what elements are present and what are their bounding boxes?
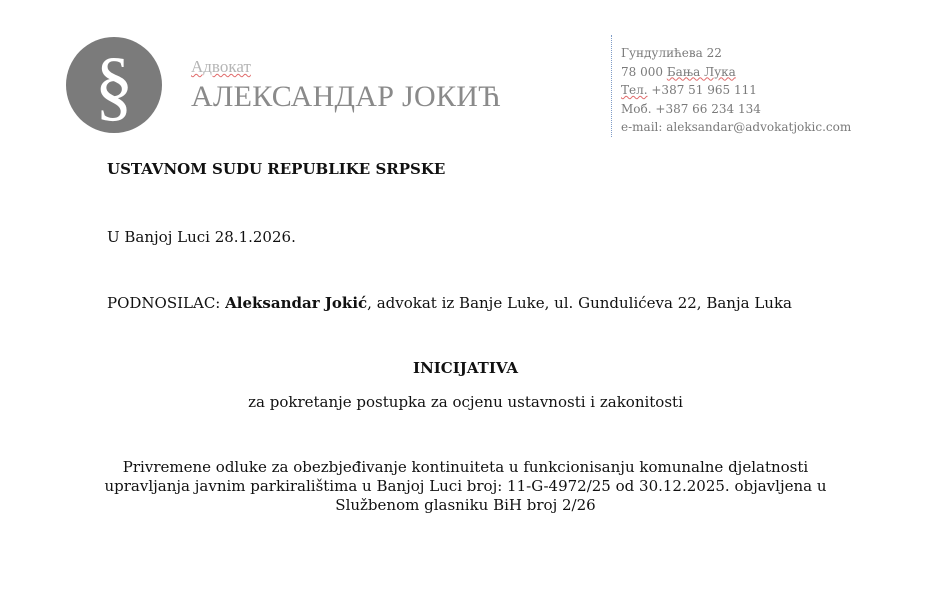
subject-paragraph bbox=[80, 458, 851, 515]
submitter-name: Aleksandar Jokić bbox=[225, 294, 368, 312]
contact-mobile: +387 66 234 134 bbox=[655, 101, 761, 116]
contact-phone-line bbox=[621, 81, 851, 100]
letterhead-divider bbox=[611, 35, 612, 137]
document-title: INICIJATIVA bbox=[413, 359, 518, 377]
submitter-label: PODNOSILAC: bbox=[107, 294, 221, 312]
submitter-line bbox=[107, 294, 792, 312]
contact-email-line bbox=[621, 118, 851, 137]
letterhead-name: АЛЕКСАНДАР ЈОКИЋ bbox=[191, 80, 501, 113]
contact-email-label: e-mail: bbox=[621, 120, 663, 134]
contact-phone: +387 51 965 111 bbox=[651, 83, 757, 97]
contact-mobile-line bbox=[621, 100, 851, 119]
contact-city-line bbox=[621, 63, 851, 82]
contact-email: aleksandar@advokatjokic.com bbox=[666, 120, 852, 134]
subject-line: Privremene odluke za obezbjeđivanje kontinuiteta u funkcionisanju komunalne djelatnosti bbox=[122, 458, 809, 476]
contact-postal-code: 78 000 bbox=[621, 64, 663, 79]
contact-phone-label: Тел. bbox=[621, 83, 648, 97]
section-sign-logo-icon: § bbox=[66, 37, 162, 133]
addressee: USTAVNOM SUDU REPUBLIKE SRPSKE bbox=[107, 160, 446, 178]
place-date: U Banjoj Luci 28.1.2026. bbox=[107, 228, 296, 246]
contact-city: Бања Лука bbox=[666, 64, 736, 79]
subject-line: Službenom glasniku BiH broj 2/26 bbox=[335, 496, 596, 514]
contact-street: Гундулићева 22 bbox=[621, 46, 722, 60]
document-subtitle: za pokretanje postupka za ocjenu ustavnosti i zakonitosti bbox=[248, 393, 683, 411]
letterhead-caption: Адвокат bbox=[191, 57, 251, 76]
contact-block bbox=[621, 44, 851, 137]
contact-mobile-label: Моб. bbox=[621, 101, 652, 116]
subject-line: upravljanja javnim parkiralištima u Banjoj Luci broj: 11-G-4972/25 od 30.12.2025. objavljena u bbox=[104, 477, 827, 495]
submitter-details: , advokat iz Banje Luke, ul. Gundulićeva 22, Banja Luka bbox=[367, 294, 792, 312]
